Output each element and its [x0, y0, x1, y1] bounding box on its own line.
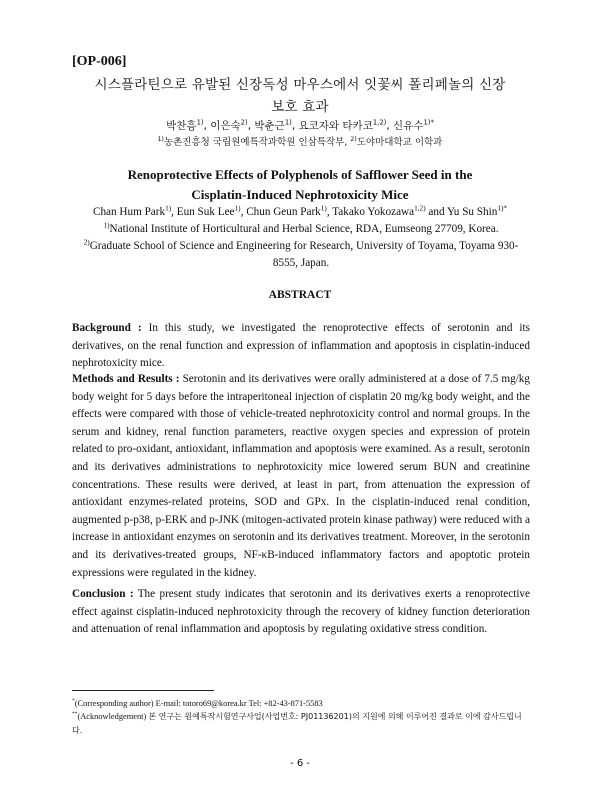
author-sup: 1) [234, 204, 241, 213]
background-text: In this study, we investigated the renoprotective effects of serotonin and its derivatives, on the renal function and expression of inflammation and apoptosis in cisplatin-induced nephrotoxicity mice. [72, 322, 530, 370]
english-affiliation-1 [72, 221, 530, 238]
abstract-methods-results [72, 371, 530, 582]
background-label: Background : [72, 322, 142, 334]
conclusion-text: The present study indicates that serotonin and its derivatives exerts a renoprotective effect against cisplatin-induced nephrotoxicity through the recovery of kidney function deterioration and attenuation of renal inflammation and apoptosis by regulating oxidative stress condition. [72, 588, 530, 636]
author-sup: 1,2) [372, 118, 387, 127]
footnote-mark: ** [72, 711, 78, 718]
abstract-heading: ABSTRACT [268, 289, 332, 301]
methods-label: Methods and Results : [72, 373, 180, 385]
ack-label: (Acknowledgement) [77, 712, 149, 721]
corresponding-text: (Corresponding author) E-mail: totoro69@korea.kr Tel: +82-43-871-5583 [74, 699, 323, 708]
footnote-acknowledgement [72, 710, 532, 738]
korean-affiliation-2: 도야마대학교 이학과 [356, 137, 443, 148]
korean-title-line1: 시스플라틴으로 유발된 신장독성 마우스에서 잇꽃씨 폴리페놀의 신장 [94, 77, 506, 93]
conclusion-label: Conclusion : [72, 588, 134, 600]
english-author: Chun Geun Park [246, 206, 321, 218]
korean-author: 박춘근 [254, 120, 285, 132]
footnote-mark: * [72, 698, 75, 705]
author-sup: 1,2) [414, 204, 426, 213]
author-sup: 1)* [423, 118, 434, 127]
korean-author: 이은숙 [210, 120, 241, 132]
author-sup: 1)* [497, 204, 508, 213]
author-sup: 2) [240, 118, 248, 127]
affil-sup: 2) [83, 238, 90, 247]
presentation-code: [OP-006] [72, 54, 127, 69]
korean-author: 요코자와 타카코 [298, 120, 373, 132]
english-author: Yu Su Shin [446, 206, 498, 218]
author-sup: 1) [320, 204, 327, 213]
korean-authors: 박찬흠$^{1)}$, 이은숙$^{2)}$, 박춘근$^{1)}$, 요코자와 타카코$^{1,2)}$, 신유수$^{1)*}$ [166, 118, 434, 132]
affil-sup: 2) [350, 135, 357, 143]
methods-text: Serotonin and its derivatives were orally administered at a dose of 7.5 mg/kg body weight for 5 days before the intraperitoneal injection of cisplatin 20 mg/kg body weight, and the effects were compared with those of vehicle-treated nephrotoxicity control and normal groups. In the serum and kidney, renal function parameters, reactive oxygen species and expression of protein related to pro-oxidant, antioxidant, inflammation and apoptosis were examined. As a result, serotonin and its derivatives administrations to nephrotoxicity mice lowered serum BUN and creatinine concentrations. These results were derived, at least in part, from attenuation the expression of antioxidant enzymes-related proteins, SOD and GPx. In the cisplatin-induced renal condition, augmented p-p38, p-ERK and p-JNK (mitogen-activated protein kinase pathway) were reduced with a increase in antioxidant enzymes on serotonin and its derivatives treatment. Moreover, in the serotonin and its derivatives-treated groups, NF-κB-induced inflammatory factors and apoptotic protein expressions were regulated in the kidney. [72, 373, 530, 579]
english-affiliation-2-text: Graduate School of Science and Engineering for Research, University of Toyama, Toyama 930-8555, Japan. [89, 240, 519, 269]
abstract-background [72, 320, 530, 373]
korean-title-line2: 보호 효과 [271, 99, 329, 115]
footnote-corresponding [72, 697, 532, 711]
english-affiliation-2 [72, 238, 530, 272]
korean-affiliations [60, 134, 540, 148]
korean-affiliation-1: 농촌진흥청 국립원예특작과학원 인삼특작부, [163, 137, 351, 148]
page-number: - 6 - [290, 758, 310, 769]
footnote-divider [72, 690, 214, 691]
english-authors: Chan Hum Park$^{1)}$, Eun Suk Lee$^{1)}$, Chun Geun Park$^{1)}$, Takako Yokozawa$^{1,2)}$ and Yu Su Shin$^{1)*}$ [92, 204, 508, 218]
author-sup: 1) [165, 204, 172, 213]
author-sup: 1) [284, 118, 292, 127]
english-affiliation-1-text: National Institute of Horticultural and Herbal Science, RDA, Eumseong 27709, Korea. [109, 223, 499, 235]
english-author: Eun Suk Lee [176, 206, 235, 218]
affil-sup: 1) [103, 221, 110, 230]
english-author: Takako Yokozawa [332, 206, 415, 218]
english-author: Chan Hum Park [92, 206, 166, 218]
author-sup: 1) [196, 118, 204, 127]
korean-author: 신유수 [393, 120, 424, 132]
korean-author: 박찬흠 [166, 120, 197, 132]
abstract-conclusion [72, 586, 530, 639]
ack-text: 본 연구는 원예특작시험연구사업(사업번호: PJ01136201)의 지원에 의해 이루어진 결과로 이에 감사드립니다. [72, 712, 522, 735]
english-title-line1: Renoprotective Effects of Polyphenols of Safflower Seed in the [127, 167, 473, 182]
english-title-line2: Cisplatin-Induced Nephrotoxicity Mice [191, 187, 409, 202]
affil-sup: 1) [157, 135, 164, 143]
